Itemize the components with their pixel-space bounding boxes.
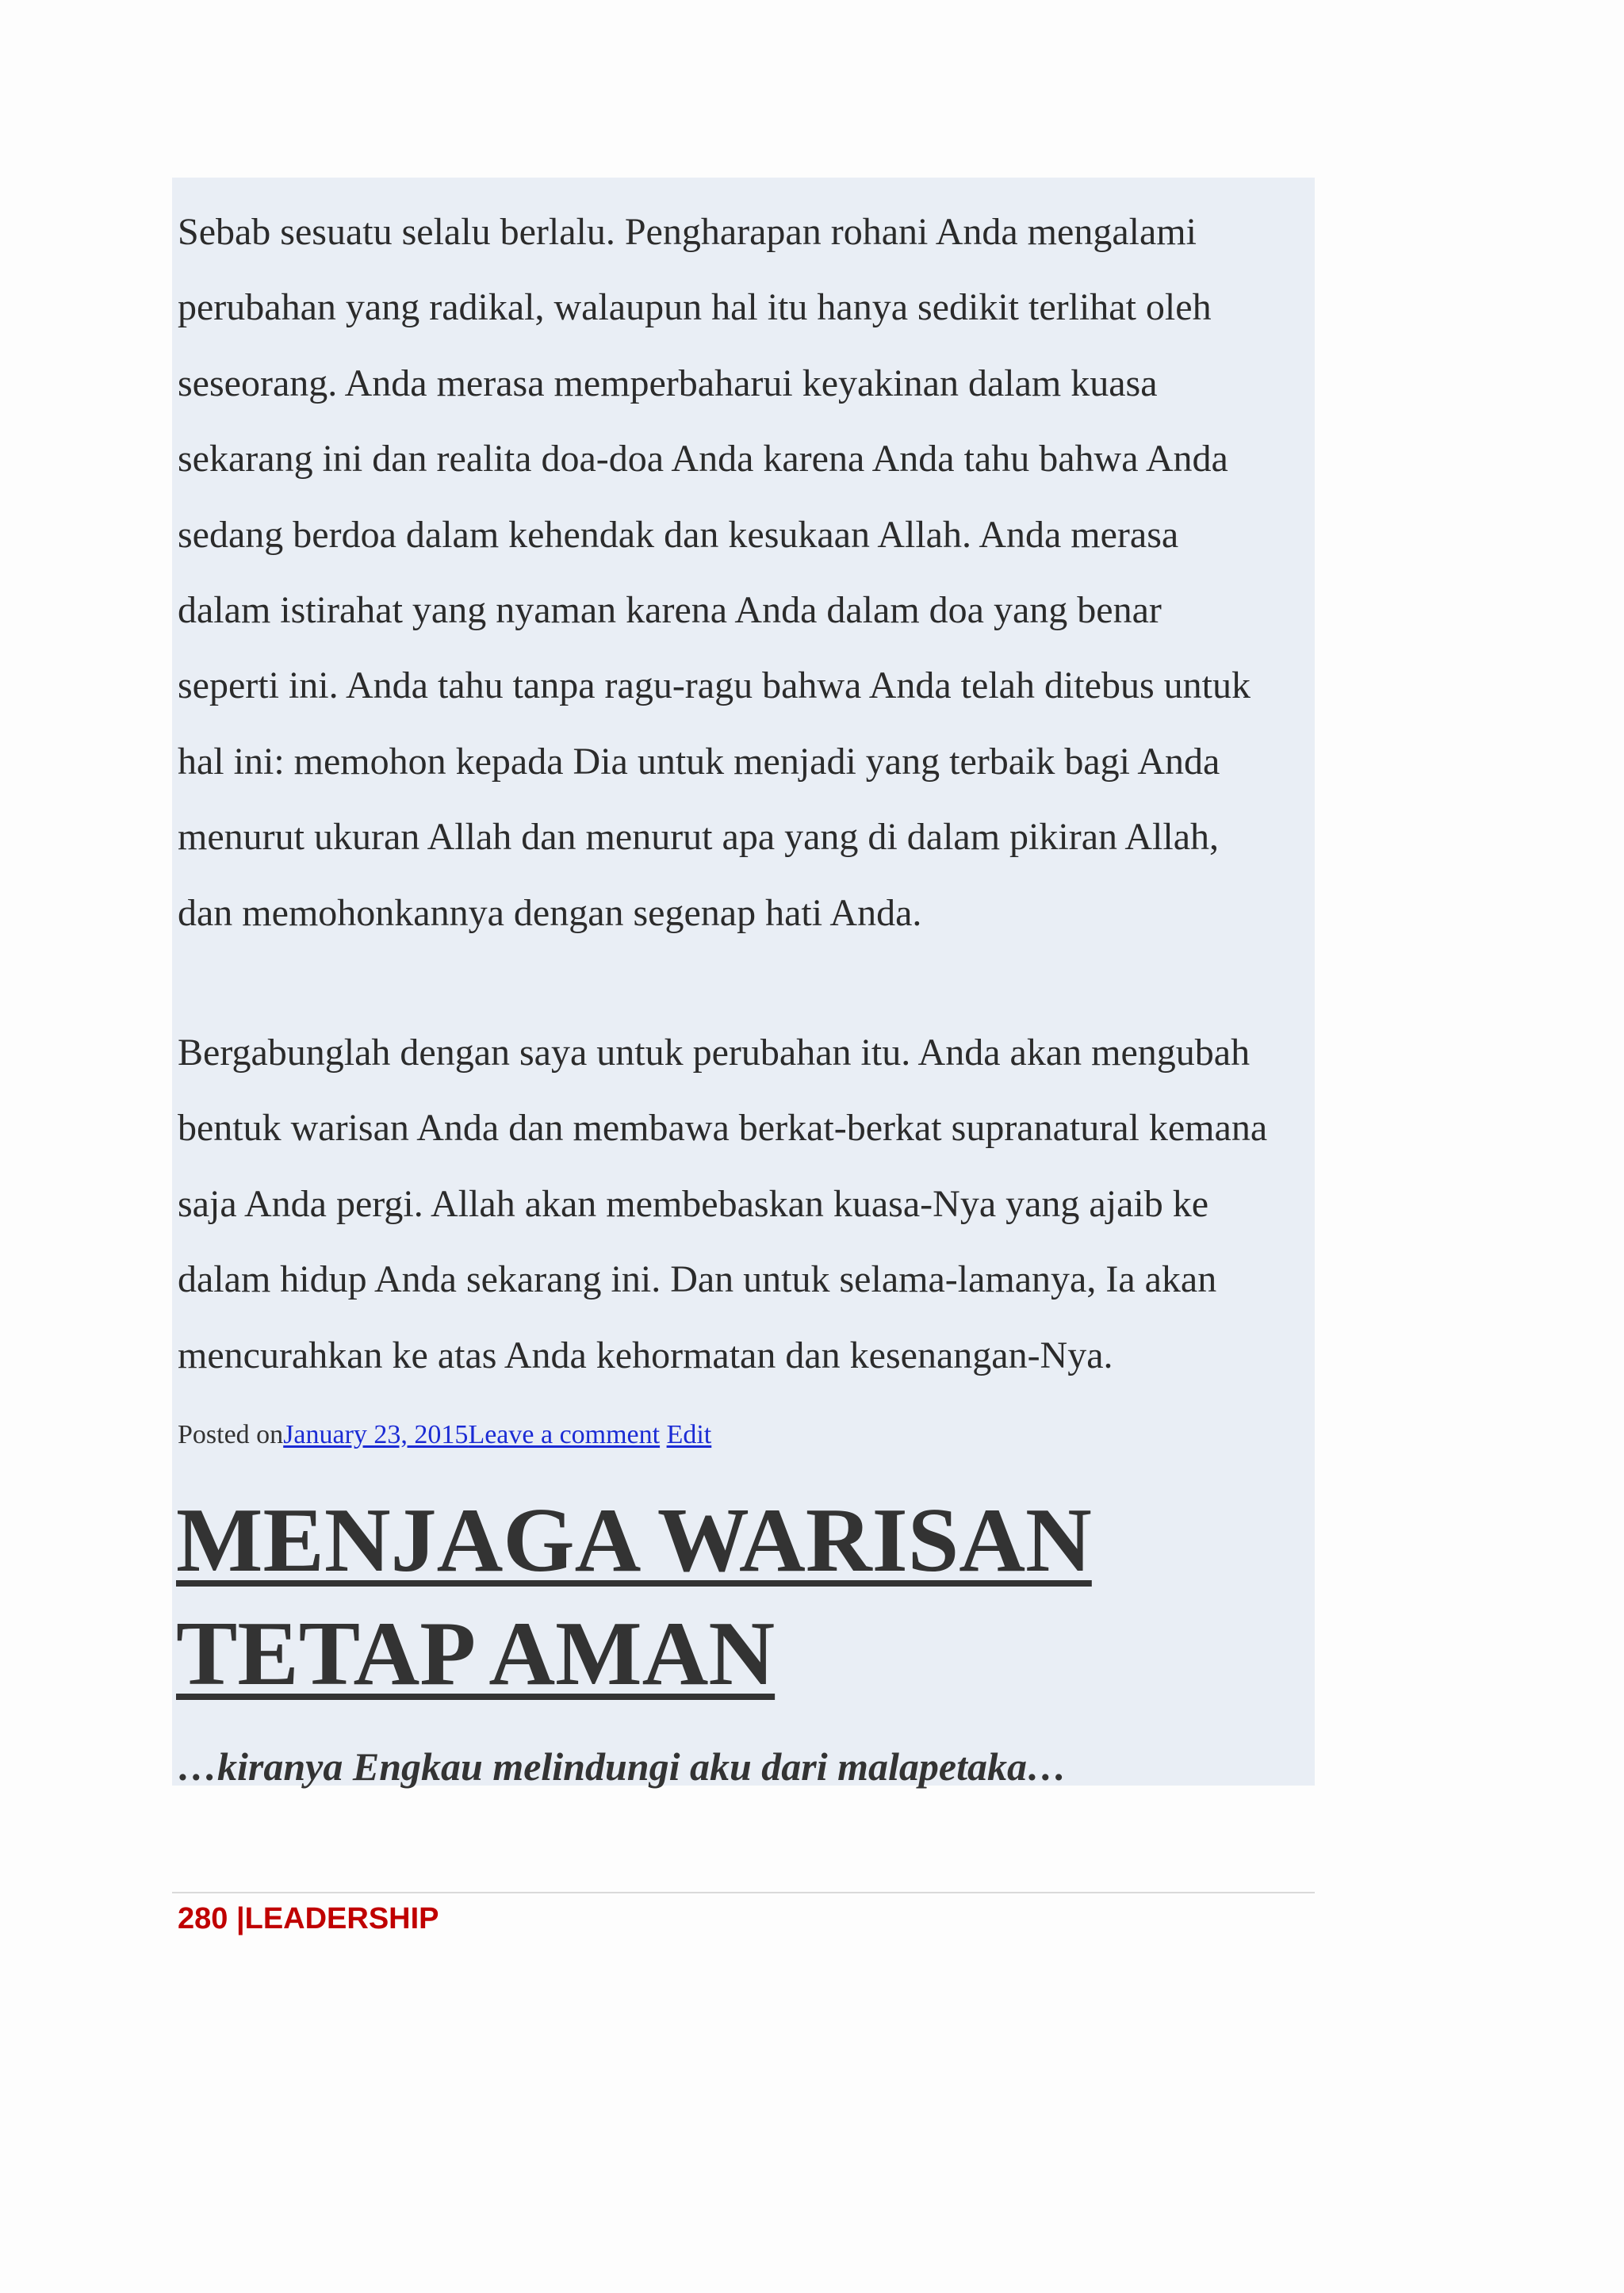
paragraph-2 [178, 1015, 1320, 1393]
post-title-line-1[interactable]: MENJAGA WARISAN [176, 1490, 1092, 1591]
posted-on-label: Posted on [178, 1420, 284, 1449]
paragraph-2-line: dalam hidup Anda sekarang ini. Dan untuk selama-lamanya, Ia akan [178, 1258, 1217, 1301]
post-meta [178, 1418, 711, 1453]
paragraph-2-line: Bergabunglah dengan saya untuk perubahan itu. Anda akan mengubah [178, 1032, 1251, 1074]
paragraph-2-line: mencurahkan ke atas Anda kehormatan dan kesenangan-Nya. [178, 1334, 1113, 1376]
paragraph-1-line: sedang berdoa dalam kehendak dan kesukaan Allah. Anda merasa [178, 513, 1179, 556]
paragraph-1-line: menurut ukuran Allah dan menurut apa yang di dalam pikiran Allah, [178, 816, 1219, 859]
footer-section: LEADERSHIP [244, 1902, 439, 1935]
paragraph-1-line: seseorang. Anda merasa memperbaharui keyakinan dalam kuasa [178, 362, 1158, 404]
leave-comment-link[interactable]: Leave a comment [468, 1420, 661, 1449]
post-title [176, 1484, 1092, 1711]
paragraph-2-line: saja Anda pergi. Allah akan membebaskan kuasa-Nya yang ajaib ke [178, 1182, 1209, 1225]
page-footer [178, 1899, 439, 1939]
edit-link[interactable]: Edit [666, 1420, 712, 1449]
paragraph-1-line: dalam istirahat yang nyaman karena Anda dalam doa yang benar [178, 589, 1162, 632]
page-number: 280 [178, 1902, 228, 1935]
footer-divider [172, 1892, 1315, 1893]
paragraph-1-line: seperti ini. Anda tahu tanpa ragu-ragu bahwa Anda telah ditebus untuk [178, 664, 1251, 707]
paragraph-1-line: dan memohonkannya dengan segenap hati Anda. [178, 891, 922, 934]
post-subtitle: …kiranya Engkau melindungi aku dari malapetaka… [178, 1744, 1067, 1789]
paragraph-2-line: bentuk warisan Anda dan membawa berkat-berkat supranatural kemana [178, 1107, 1268, 1150]
paragraph-1 [178, 194, 1320, 951]
post-date-link[interactable]: January 23, 2015 [283, 1420, 469, 1449]
footer-separator: | [236, 1902, 245, 1935]
paragraph-1-line: Sebab sesuatu selalu berlalu. Pengharapan rohani Anda mengalami [178, 211, 1197, 253]
paragraph-1-line: hal ini: memohon kepada Dia untuk menjadi yang terbaik bagi Anda [178, 740, 1220, 783]
paragraph-1-line: sekarang ini dan realita doa-doa Anda karena Anda tahu bahwa Anda [178, 438, 1228, 480]
paragraph-1-line: perubahan yang radikal, walaupun hal itu hanya sedikit terlihat oleh [178, 286, 1212, 329]
post-title-line-2[interactable]: TETAP AMAN [176, 1603, 776, 1705]
